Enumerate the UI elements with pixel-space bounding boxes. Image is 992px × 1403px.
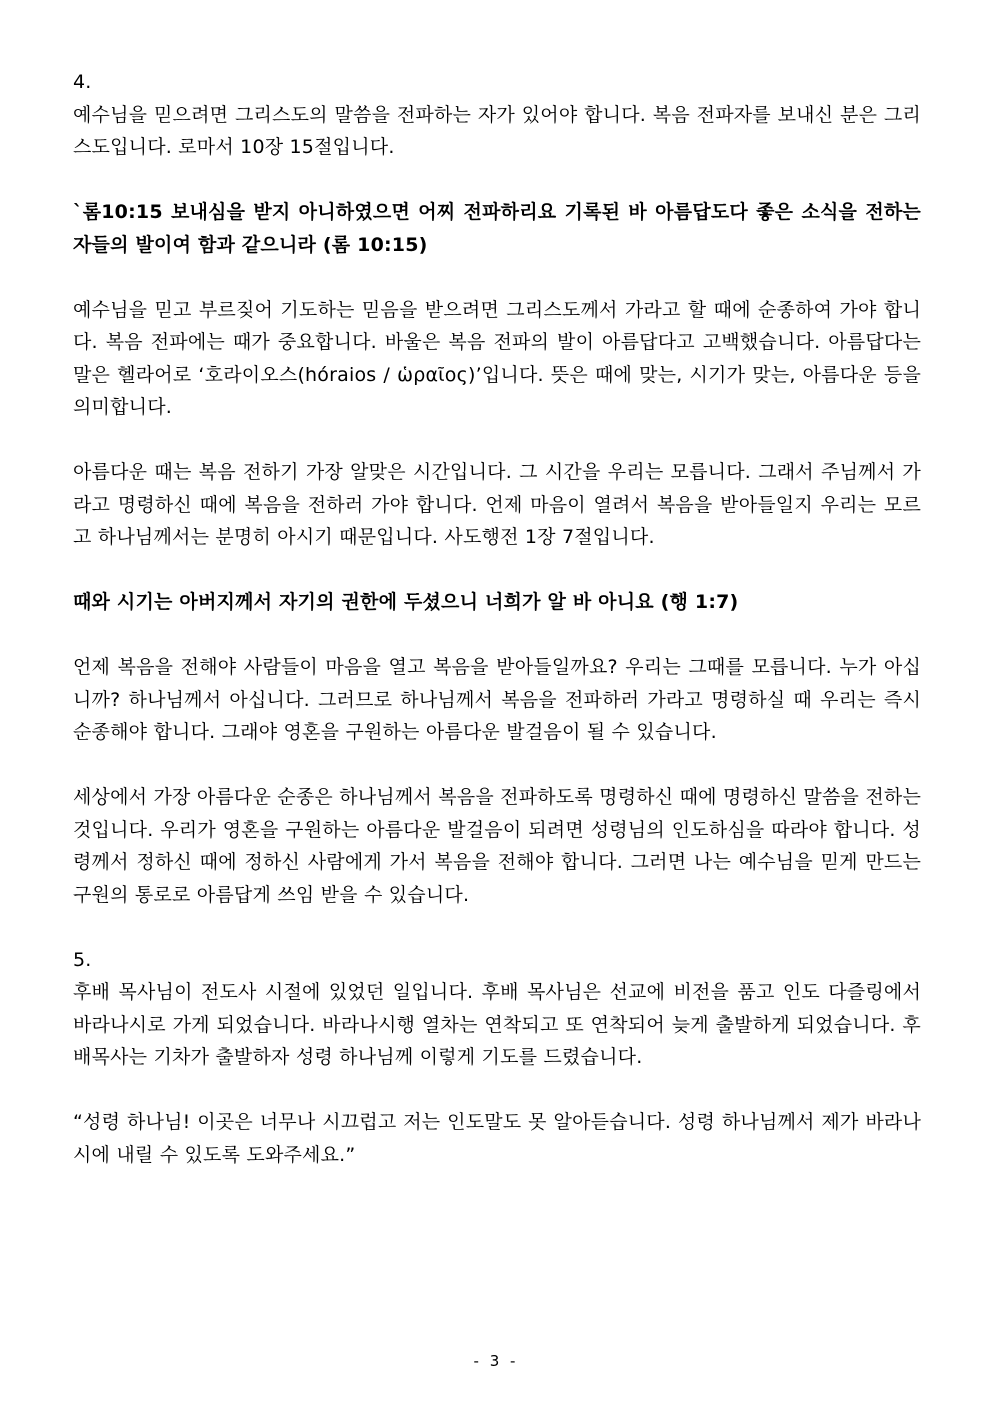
section-number: 5. [73, 948, 92, 971]
paragraph: 후배 목사님이 전도사 시절에 있었던 일입니다. 후배 목사님은 선교에 비전을 품고 인도 다즐링에서 바라나시로 가게 되었습니다. 바라나시행 열차는 연착되고 또 연착되어 늦게 출발하게 되었습니다. 후배목사는 기차가 출발하자 성령 하나님께 이렇게 기도를 드렸습니다. [73, 981, 921, 1068]
paragraph-gap [73, 261, 921, 294]
page-number: - 3 - [473, 1352, 519, 1370]
document-body [73, 66, 921, 1171]
paragraph: 언제 복음을 전해야 사람들이 마음을 열고 복음을 받아들일까요? 우리는 그때를 모릅니다. 누가 아십니까? 하나님께서 아십니다. 그러므로 하나님께서 복음을 전파하러 가라고 명령하실 때 우리는 즉시 순종해야 합니다. 그래야 영혼을 구원하는 아름다운 발걸음이 될 수 있습니다. [73, 656, 921, 743]
prayer-quote: “성령 하나님! 이곳은 너무나 시끄럽고 저는 인도말도 못 알아듣습니다. 성령 하나님께서 제가 바라나시에 내릴 수 있도록 도와주세요.” [73, 1111, 921, 1166]
paragraph: 예수님을 믿고 부르짖어 기도하는 믿음을 받으려면 그리스도께서 가라고 할 때에 순종하여 가야 합니다. 복음 전파에는 때가 중요합니다. 바울은 복음 전파의 발이 아름답다고 고백했습니다. 아름답다는 말은 헬라어로 ‘호라이오스(hóraios / ὡραῖος)’입니다. 뜻은 때에 맞는, 시기가 맞는, 아름다운 등을 의미합니다. [73, 298, 921, 418]
paragraph-gap [73, 554, 921, 587]
paragraph-gap [73, 424, 921, 457]
paragraph: 세상에서 가장 아름다운 순종은 하나님께서 복음을 전파하도록 명령하신 때에 명령하신 말씀을 전하는 것입니다. 우리가 영혼을 구원하는 아름다운 발걸음이 되려면 성령님의 인도하심을 따라야 합니다. 성령께서 정하신 때에 정하신 사람에게 가서 복음을 전해야 합니다. 그러면 나는 예수님을 믿게 만드는 구원의 통로로 아름답게 쓰임 받을 수 있습니다. [73, 786, 921, 906]
paragraph-gap [73, 164, 921, 197]
paragraph-gap [73, 749, 921, 782]
paragraph: 예수님을 믿으려면 그리스도의 말씀을 전파하는 자가 있어야 합니다. 복음 전파자를 보내신 분은 그리스도입니다. 로마서 10장 15절입니다. [73, 103, 921, 158]
scripture-quote: `롬10:15 보내심을 받지 아니하였으면 어찌 전파하리요 기록된 바 아름답도다 좋은 소식을 전하는 자들의 발이여 함과 같으니라 (롬 10:15) [73, 201, 921, 256]
paragraph: 아름다운 때는 복음 전하기 가장 알맞은 시간입니다. 그 시간을 우리는 모릅니다. 그래서 주님께서 가라고 명령하신 때에 복음을 전하러 가야 합니다. 언제 마음이 열려서 복음을 받아들일지 우리는 모르고 하나님께서는 분명히 아시기 때문입니다. 사도행전 1장 7절입니다. [73, 461, 922, 548]
section-number: 4. [73, 71, 92, 93]
paragraph-gap [73, 911, 921, 944]
scripture-quote: 때와 시기는 아버지께서 자기의 권한에 두셨으니 너희가 알 바 아니요 (행 1:7) [73, 591, 739, 613]
paragraph-gap [73, 1074, 921, 1107]
paragraph-gap [73, 619, 921, 652]
